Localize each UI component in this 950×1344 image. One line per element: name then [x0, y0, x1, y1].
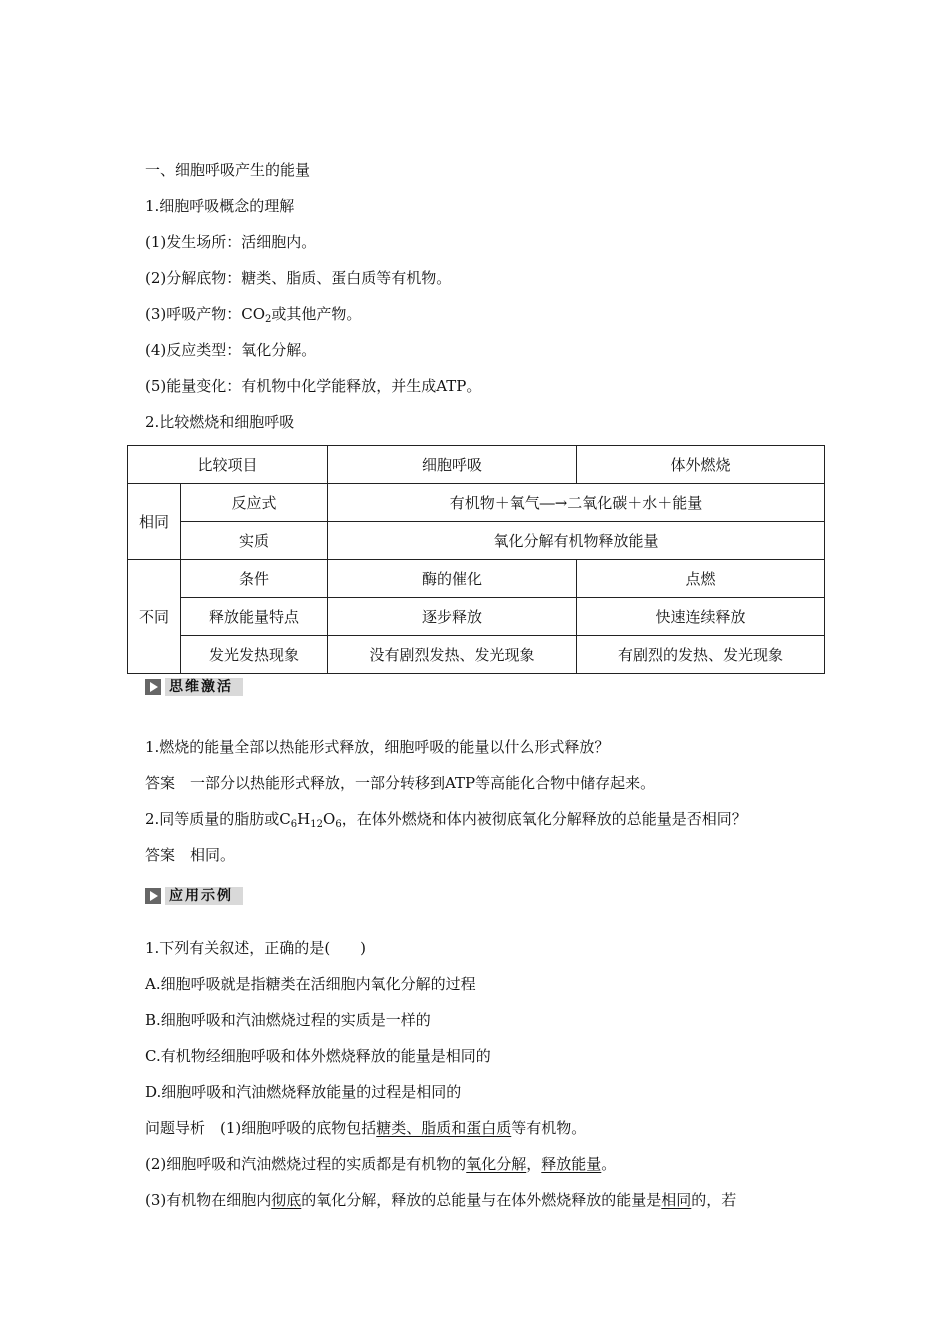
section-heading: 一、细胞呼吸产生的能量: [145, 161, 311, 179]
guide-text: (3)有机物在细胞内: [145, 1191, 272, 1209]
formula-subscript: 6: [290, 819, 298, 830]
table-row: [128, 484, 825, 522]
guide-line: [145, 1118, 586, 1138]
example-badge: [145, 886, 243, 906]
table-header-row: [128, 446, 825, 484]
badge-label: 应用示例: [165, 887, 243, 905]
comparison-table: [127, 445, 825, 674]
guide-underline: 彻底: [271, 1191, 302, 1209]
table-cell: 快速连续释放: [577, 598, 825, 636]
guide-underline: 糖类、脂质和蛋白质: [376, 1119, 512, 1137]
answer: 答案 一部分以热能形式释放，一部分转移到ATP等高能化合物中储存起来。: [145, 774, 656, 792]
option-c: C.有机物经细胞呼吸和体外燃烧释放的能量是相同的: [145, 1047, 491, 1065]
guide-line: [145, 1190, 736, 1210]
formula-subscript: 6: [335, 819, 342, 830]
group-label-same: 相同: [128, 484, 181, 560]
list-item: (2)分解底物：糖类、脂质、蛋白质等有机物。: [145, 269, 452, 287]
table-cell: 点燃: [577, 560, 825, 598]
table-cell: 释放能量特点: [181, 598, 328, 636]
play-triangle-icon: [145, 888, 161, 904]
question: 1.下列有关叙述，正确的是( ): [145, 939, 367, 957]
table-cell: 实质: [181, 522, 328, 560]
guide-text: 。: [601, 1155, 617, 1173]
option-b: B.细胞呼吸和汽油燃烧过程的实质是一样的: [145, 1011, 431, 1029]
list-item: [145, 304, 361, 324]
list-item: (1)发生场所：活细胞内。: [145, 233, 317, 251]
table-cell: 反应式: [181, 484, 328, 522]
co2-formula: CO: [241, 305, 266, 323]
table-row: [128, 560, 825, 598]
subsection-title: 1.细胞呼吸概念的理解: [145, 197, 295, 215]
table-cell: 逐步释放: [328, 598, 577, 636]
question-text: ，在体外燃烧和体内被彻底氧化分解释放的总能量是否相同？: [341, 810, 747, 828]
answer: 答案 相同。: [145, 846, 236, 864]
question: [145, 809, 747, 829]
table-row: [128, 598, 825, 636]
play-triangle-icon: [145, 679, 161, 695]
table-cell: 条件: [181, 560, 328, 598]
table-row: [128, 636, 825, 674]
table-cell: 没有剧烈发热、发光现象: [328, 636, 577, 674]
guide-text: 的氧化分解，释放的总能量与在体外燃烧释放的能量是: [301, 1191, 662, 1209]
question-text: 2.同等质量的脂肪或C: [145, 810, 291, 828]
table-cell: 氧化分解有机物释放能量: [328, 522, 825, 560]
table-header: 细胞呼吸: [328, 446, 577, 484]
table-cell: 发光发热现象: [181, 636, 328, 674]
badge-label: 思维激活: [165, 678, 243, 696]
co2-subscript: 2: [265, 314, 272, 325]
guide-underline: 氧化分解: [466, 1155, 527, 1173]
option-a: A.细胞呼吸就是指糖类在活细胞内氧化分解的过程: [145, 975, 476, 993]
list-item-label: (3)呼吸产物：: [145, 305, 242, 323]
group-label-different: 不同: [128, 560, 181, 674]
table-cell: 酶的催化: [328, 560, 577, 598]
table-row: [128, 522, 825, 560]
list-item: (4)反应类型：氧化分解。: [145, 341, 317, 359]
table-header: 比较项目: [128, 446, 328, 484]
question: 1.燃烧的能量全部以热能形式释放，细胞呼吸的能量以什么形式释放？: [145, 738, 610, 756]
subsection-title: 2.比较燃烧和细胞呼吸: [145, 413, 295, 431]
table-cell: 有剧烈的发热、发光现象: [577, 636, 825, 674]
guide-text: ，: [526, 1155, 542, 1173]
formula-element: H: [297, 810, 311, 828]
guide-line: [145, 1154, 616, 1174]
guide-underline: 释放能量: [541, 1155, 602, 1173]
formula-element: O: [323, 810, 336, 828]
table-cell: 有机物＋氧气―→二氧化碳＋水＋能量: [328, 484, 825, 522]
guide-underline: 相同: [661, 1191, 692, 1209]
guide-text: 等有机物。: [511, 1119, 587, 1137]
guide-text: 的，若: [691, 1191, 737, 1209]
list-item: (5)能量变化：有机物中化学能释放，并生成ATP。: [145, 377, 482, 395]
formula-subscript: 12: [310, 819, 323, 830]
option-d: D.细胞呼吸和汽油燃烧释放能量的过程是相同的: [145, 1083, 462, 1101]
guide-text: (2)细胞呼吸和汽油燃烧过程的实质都是有机物的: [145, 1155, 467, 1173]
table-header: 体外燃烧: [577, 446, 825, 484]
list-item-tail: 或其他产物。: [271, 305, 362, 323]
thinking-badge: [145, 677, 243, 697]
guide-text: 问题导析 (1)细胞呼吸的底物包括: [145, 1119, 377, 1137]
